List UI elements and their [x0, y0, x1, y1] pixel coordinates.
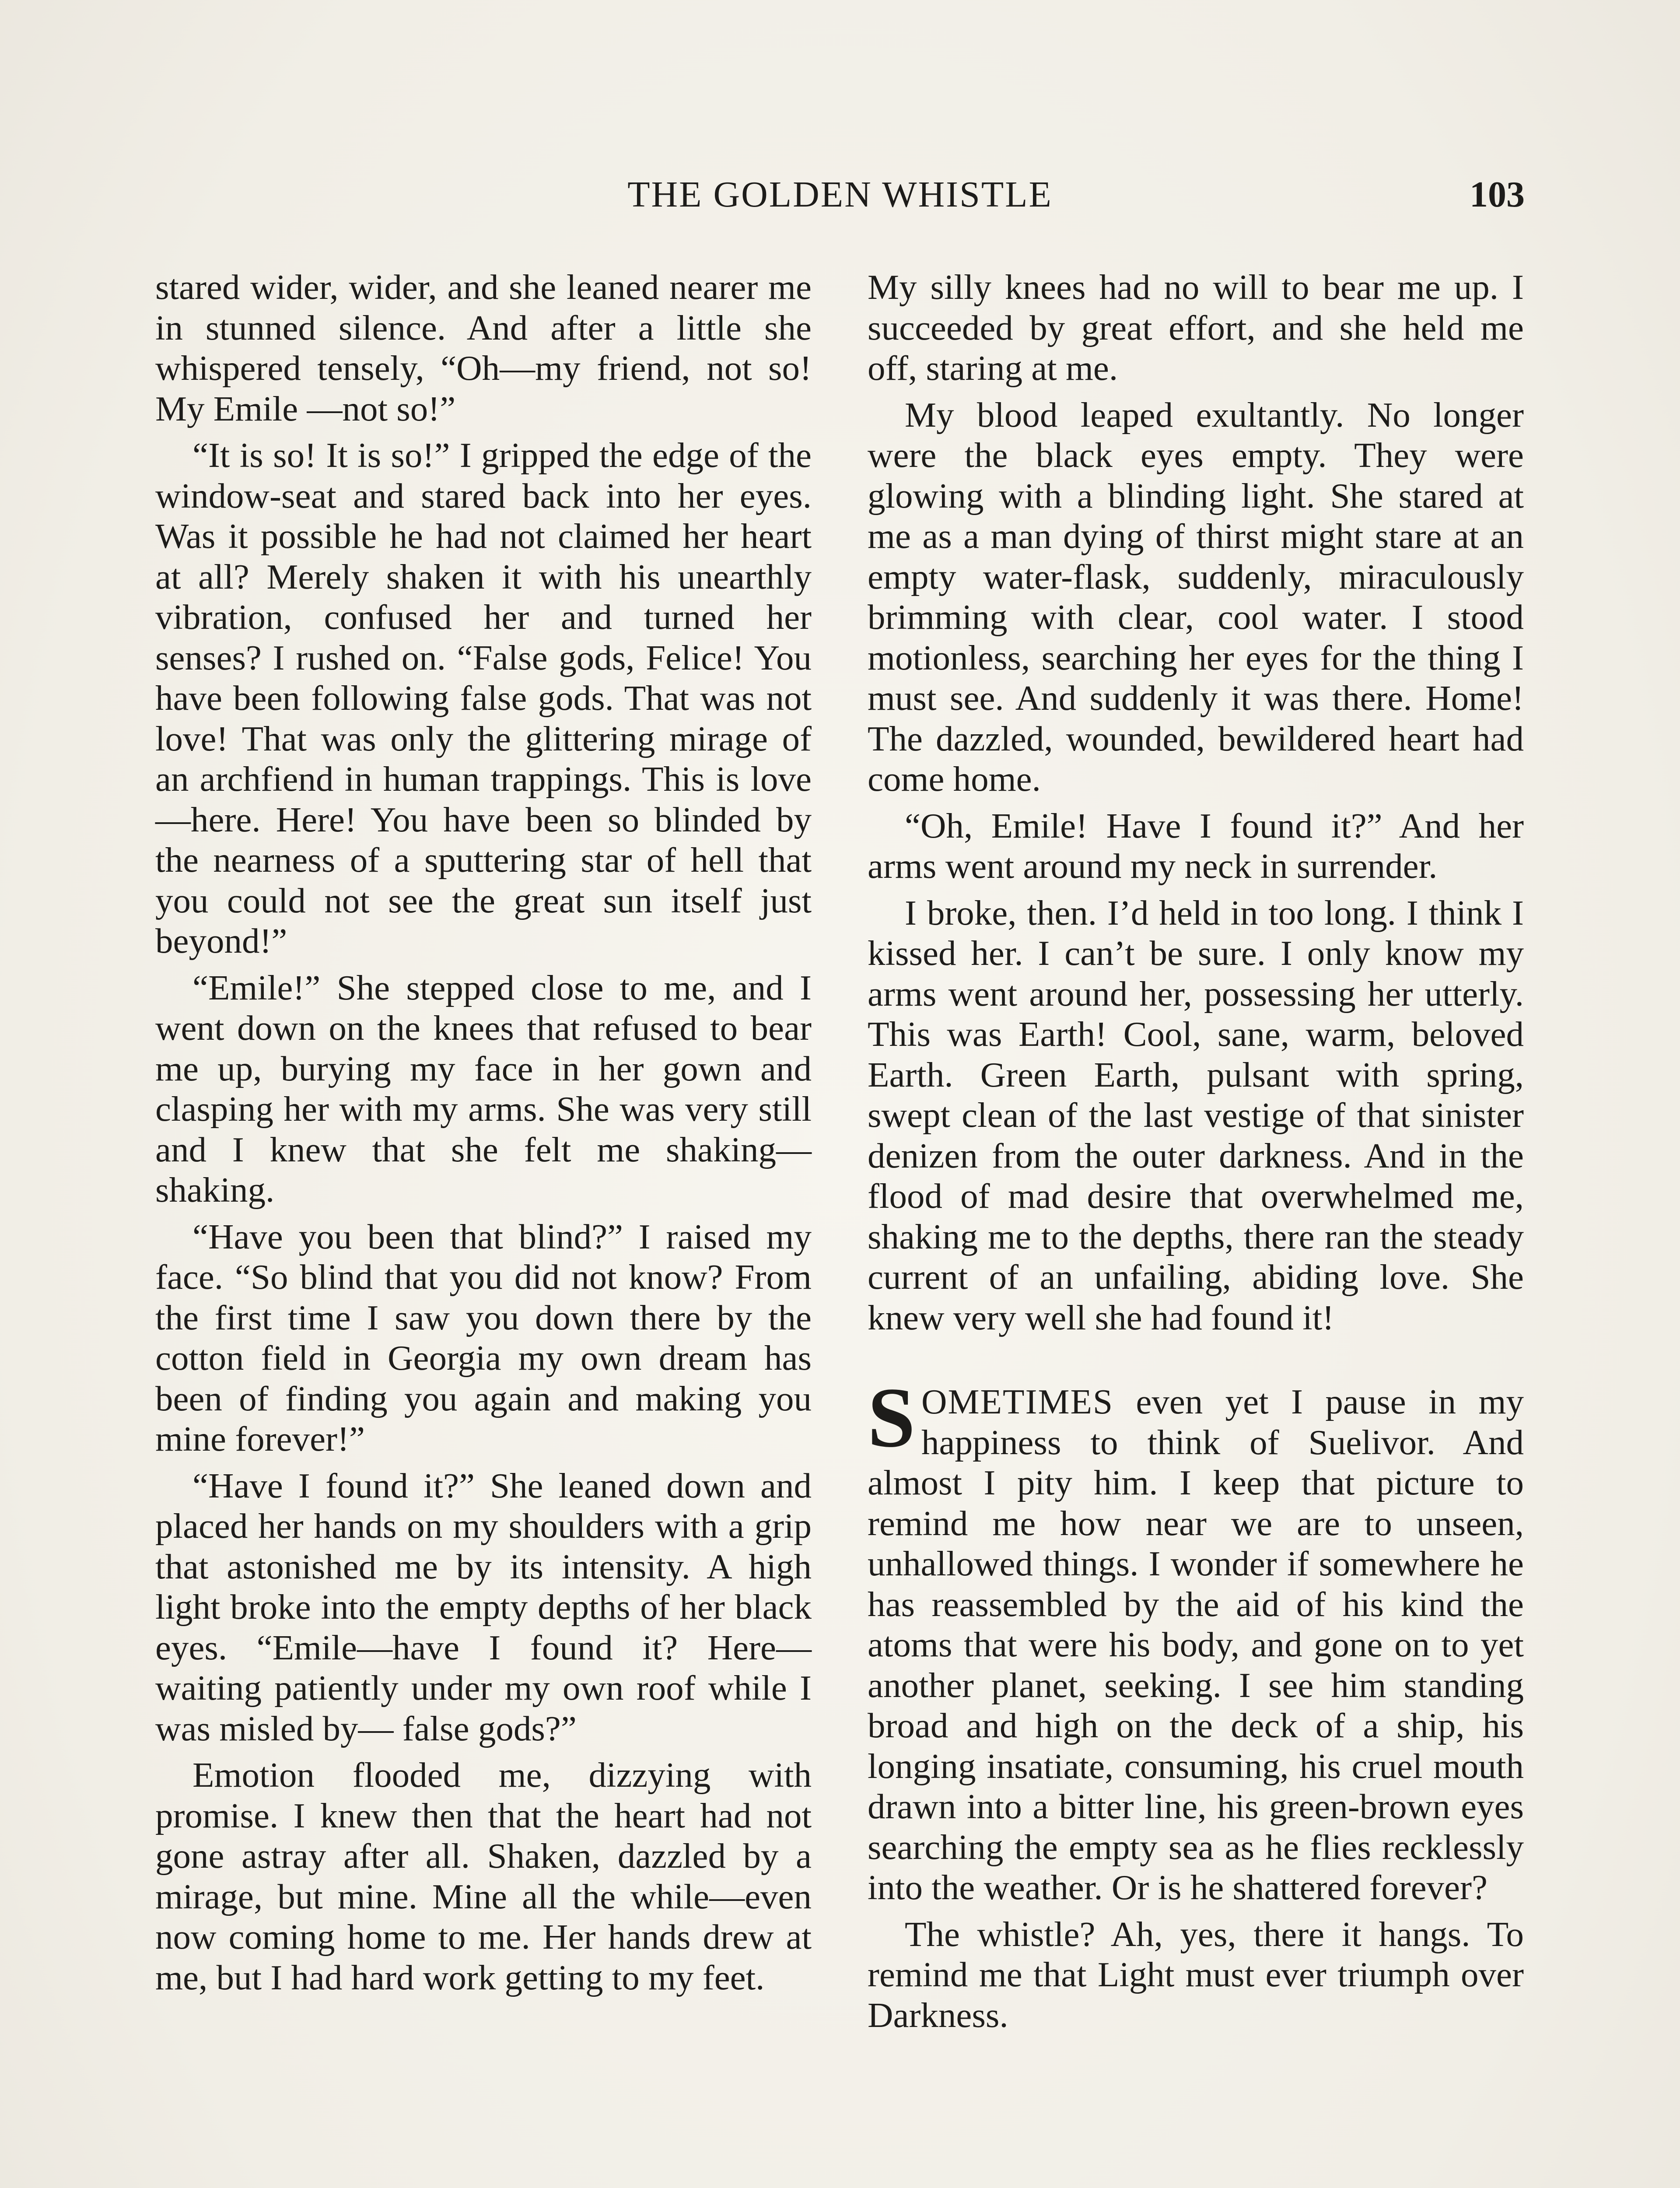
- paragraph: “Have you been that blind?” I raised my face. “So blind that you did not know? From the first time I saw you down there by the cotton field in Georgia my own dream has been of finding you again and making you mine forever!”: [155, 1217, 812, 1459]
- paragraph: “Have I found it?” She leaned down and placed her hands on my shoulders with a grip that astonished me by its intensity. A high light broke into the empty depths of her black eyes. “Emile—have I found it? Here—waiting patiently under my own roof while I was misled by— false gods?”: [155, 1466, 812, 1748]
- paragraph: My blood leaped exultantly. No longer were the black eyes empty. They were glowing with a blinding light. She stared at me as a man dying of thirst might stare at an empty water-flask, suddenly, miraculously brimming with clear, cool water. I stood motionless, searching her eyes for the thing I must see. And suddenly it was there. Home! The dazzled, wounded, bewildered heart had come home.: [868, 395, 1524, 799]
- section-opening-text: even yet I pause in my happiness to think of Suelivor. And almost I pity him. I keep that picture to remind me how near we are to unseen, unhallowed things. I wonder if somewhere he has reassembled by the aid of his kind the atoms that were his body, and gone on to yet another planet, seeking. I see him standing broad and high on the deck of a ship, his longing insatiate, consuming, his cruel mouth drawn into a bitter line, his green-brown eyes searching the empty sea as he flies recklessly into the weather. Or is he shattered forever?: [868, 1382, 1524, 1907]
- paragraph: “Oh, Emile! Have I found it?” And her arms went around my neck in surrender.: [868, 806, 1524, 886]
- section-opening-paragraph: [868, 1370, 1524, 1908]
- right-column: [868, 267, 1524, 2041]
- running-head: [155, 168, 1525, 221]
- paragraph: My silly knees had no will to bear me up. I succeeded by great effort, and she held me off, staring at me.: [868, 267, 1524, 388]
- closing-paragraph: The whistle? Ah, yes, there it hangs. To remind me that Light must ever triumph over Darkness.: [868, 1914, 1524, 2035]
- paragraph: “It is so! It is so!” I gripped the edge of the window-seat and stared back into her eyes. Was it possible he had not claimed her heart at all? Merely shaken it with his unearthly vibration, confused her and turned her senses? I rushed on. “False gods, Felice! You have been following false gods. That was not love! That was only the glittering mirage of an archfiend in human trappings. This is love—here. Here! You have been so blinded by the nearness of a sputtering star of hell that you could not see the great sun itself just beyond!”: [155, 435, 812, 961]
- paragraph: I broke, then. I’d held in too long. I think I kissed her. I can’t be sure. I only know my arms went around her, possessing her utterly. This was Earth! Cool, sane, warm, beloved Earth. Green Earth, pulsant with spring, swept clean of the last vestige of that sinister denizen from the outer darkness. And in the flood of mad desire that overwhelmed me, shaking me to the depths, there ran the steady current of an unfailing, abiding love. She knew very well she had found it!: [868, 893, 1524, 1337]
- running-title: THE GOLDEN WHISTLE: [627, 174, 1053, 215]
- page-number: 103: [1470, 174, 1525, 215]
- paragraph: stared wider, wider, and she leaned nearer me in stunned silence. And after a little she whispered tensely, “Oh—my friend, not so! My Emile —not so!”: [155, 267, 812, 428]
- left-column: [155, 267, 812, 2004]
- paragraph: “Emile!” She stepped close to me, and I went down on the knees that refused to bear me up, burying my face in her gown and clasping her with my arms. She was very still and I knew that she felt me shaking—shaking.: [155, 968, 812, 1210]
- paragraph: Emotion flooded me, dizzying with promise. I knew then that the heart had not gone astray after all. Shaken, dazzled by a mirage, but mine. Mine all the while—even now coming home to me. Her hands drew at me, but I had hard work getting to my feet.: [155, 1755, 812, 1997]
- drop-cap: S: [868, 1370, 916, 1465]
- small-caps-lead: OMETIMES: [921, 1382, 1114, 1421]
